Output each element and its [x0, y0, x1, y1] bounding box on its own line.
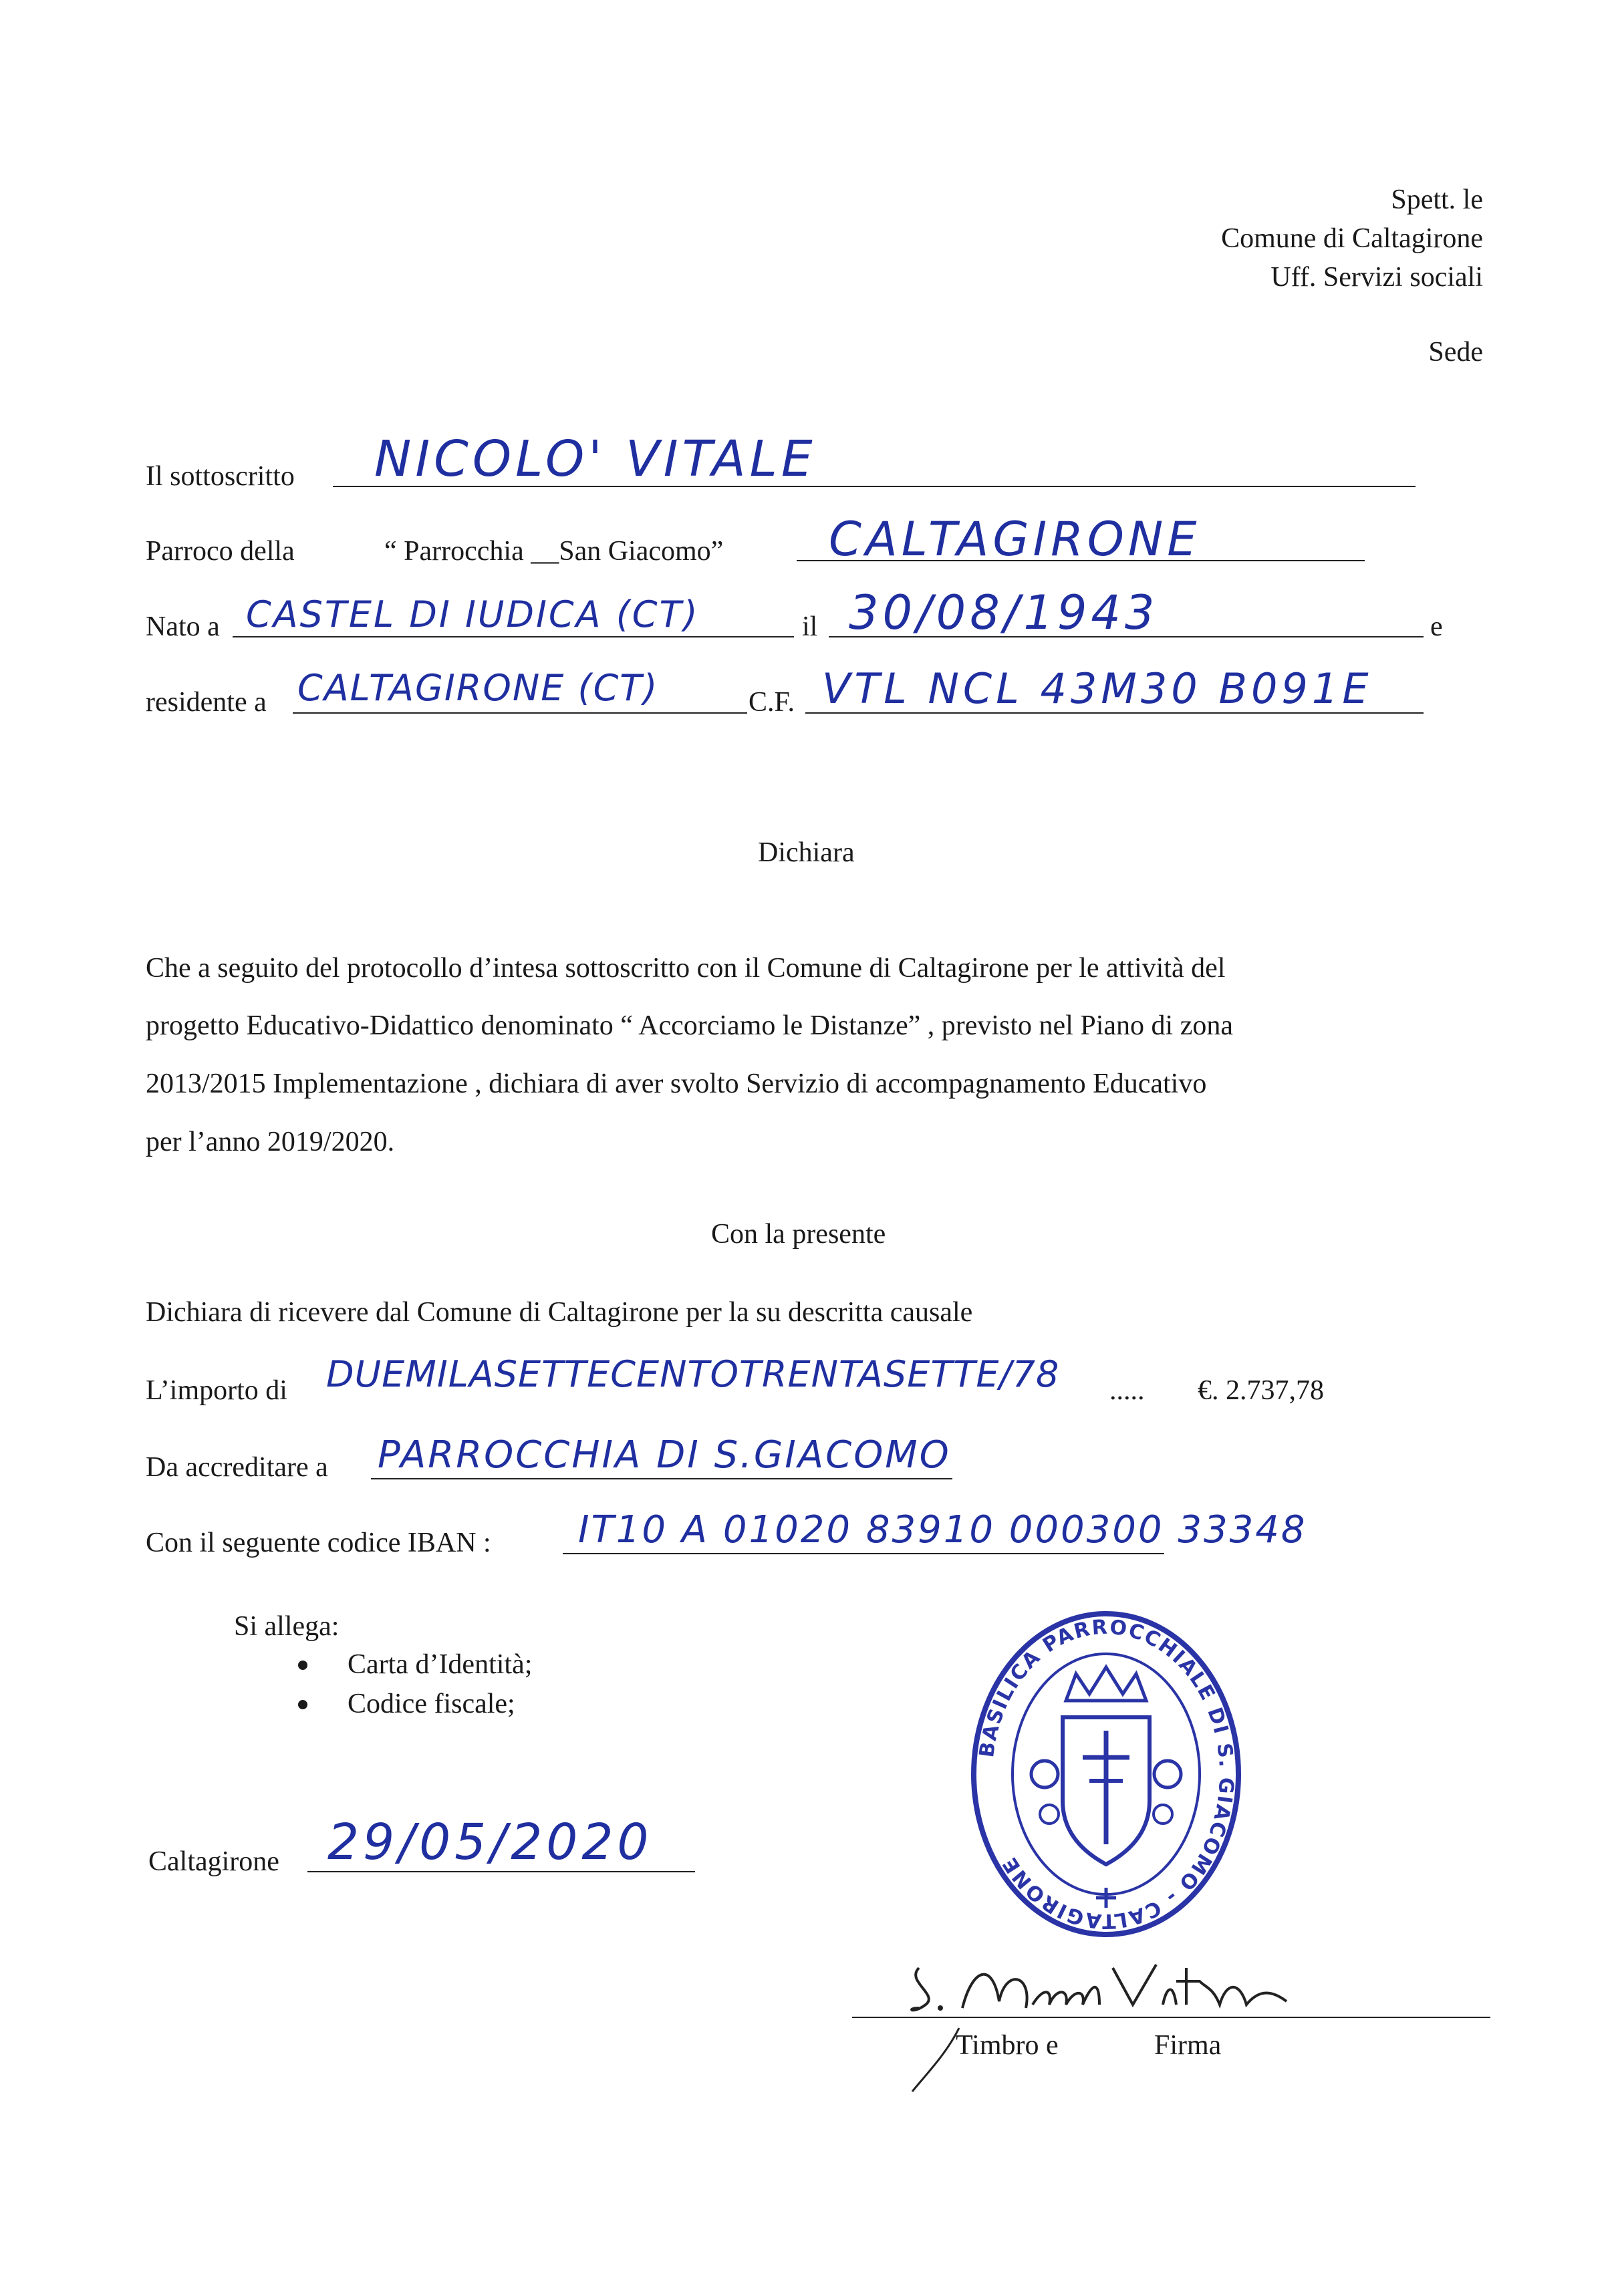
- place-date: 29/05/2020: [327, 1814, 653, 1871]
- importo-amount: €. 2.737,78: [1198, 1375, 1324, 1406]
- sottoscritto-label: Il sottoscritto: [146, 461, 295, 492]
- firma-label: Firma: [1154, 2030, 1222, 2061]
- il-label: il: [802, 611, 818, 642]
- nato-label: Nato a: [146, 611, 220, 642]
- svg-text:BASILICA PARROCCHIALE DI S. GI: BASILICA PARROCCHIALE DI S. GIACOMO - CALTAGIRONE: [975, 1615, 1238, 1933]
- parrocchia-value: CALTAGIRONE: [829, 512, 1201, 567]
- heading-dichiara: Dichiara: [758, 837, 855, 868]
- nato-line: [233, 636, 794, 637]
- body-line-4: per l’anno 2019/2020.: [146, 1127, 395, 1157]
- residente-label: residente a: [146, 687, 267, 718]
- cf-label: C.F.: [749, 687, 795, 718]
- accredito-line: [371, 1478, 952, 1479]
- allegato-item-2: Codice fiscale;: [348, 1689, 515, 1719]
- heading-presente: Con la presente: [711, 1219, 886, 1250]
- bullet-icon: [298, 1661, 307, 1670]
- iban-line: [563, 1553, 1164, 1554]
- ricevere-line: Dichiara di ricevere dal Comune di Caltagirone per la su descritta causale: [146, 1297, 973, 1328]
- residente-line: [293, 712, 747, 714]
- handwritten-signature: [899, 1941, 1380, 2095]
- date-line: [307, 1871, 695, 1872]
- recipient-line-3: Uff. Servizi sociali: [1270, 262, 1483, 293]
- body-line-3: 2013/2015 Implementazione , dichiara di aver svolto Servizio di accompagnamento Educativo: [146, 1068, 1207, 1099]
- sottoscritto-value: NICOLO' VITALE: [374, 430, 817, 488]
- iban-value: IT10 A 01020 83910 000300 33348: [578, 1508, 1307, 1552]
- importo-dots: .....: [1109, 1375, 1145, 1406]
- timbro-label: Timbro e: [956, 2030, 1059, 2061]
- parish-stamp: [966, 1600, 1246, 1948]
- cf-value: VTL NCL 43M30 B091E: [822, 664, 1373, 713]
- accredito-value: PARROCCHIA DI S.GIACOMO: [378, 1433, 951, 1477]
- recipient-line-1: Spett. le: [1391, 184, 1483, 215]
- bullet-icon: [298, 1700, 307, 1709]
- iban-label: Con il seguente codice IBAN :: [146, 1528, 491, 1558]
- allegati-label: Si allega:: [234, 1611, 340, 1642]
- e-label: e: [1430, 611, 1443, 642]
- nato-value: CASTEL DI IUDICA (CT): [246, 593, 700, 635]
- residente-value: CALTAGIRONE (CT): [297, 667, 659, 709]
- importo-value: DUEMILASETTECENTOTRENTASETTE/78: [326, 1353, 1060, 1395]
- place-label: Caltagirone: [148, 1846, 279, 1877]
- body-line-1: Che a seguito del protocollo d’intesa sottoscritto con il Comune di Caltagirone per le attività del: [146, 953, 1226, 984]
- accredito-label: Da accreditare a: [146, 1452, 328, 1483]
- recipient-line-2: Comune di Caltagirone: [1221, 223, 1483, 254]
- allegato-item-1: Carta d’Identità;: [348, 1649, 533, 1680]
- recipient-line-4: Sede: [1428, 337, 1483, 368]
- parrocchia-label: “ Parrocchia __San Giacomo”: [384, 536, 724, 567]
- importo-label: L’importo di: [146, 1375, 287, 1406]
- body-line-2: progetto Educativo-Didattico denominato “ Accorciamo le Distanze” , previsto nel Piano di zona: [146, 1010, 1233, 1041]
- nascita-value: 30/08/1943: [849, 585, 1159, 640]
- parroco-label: Parroco della: [146, 536, 295, 567]
